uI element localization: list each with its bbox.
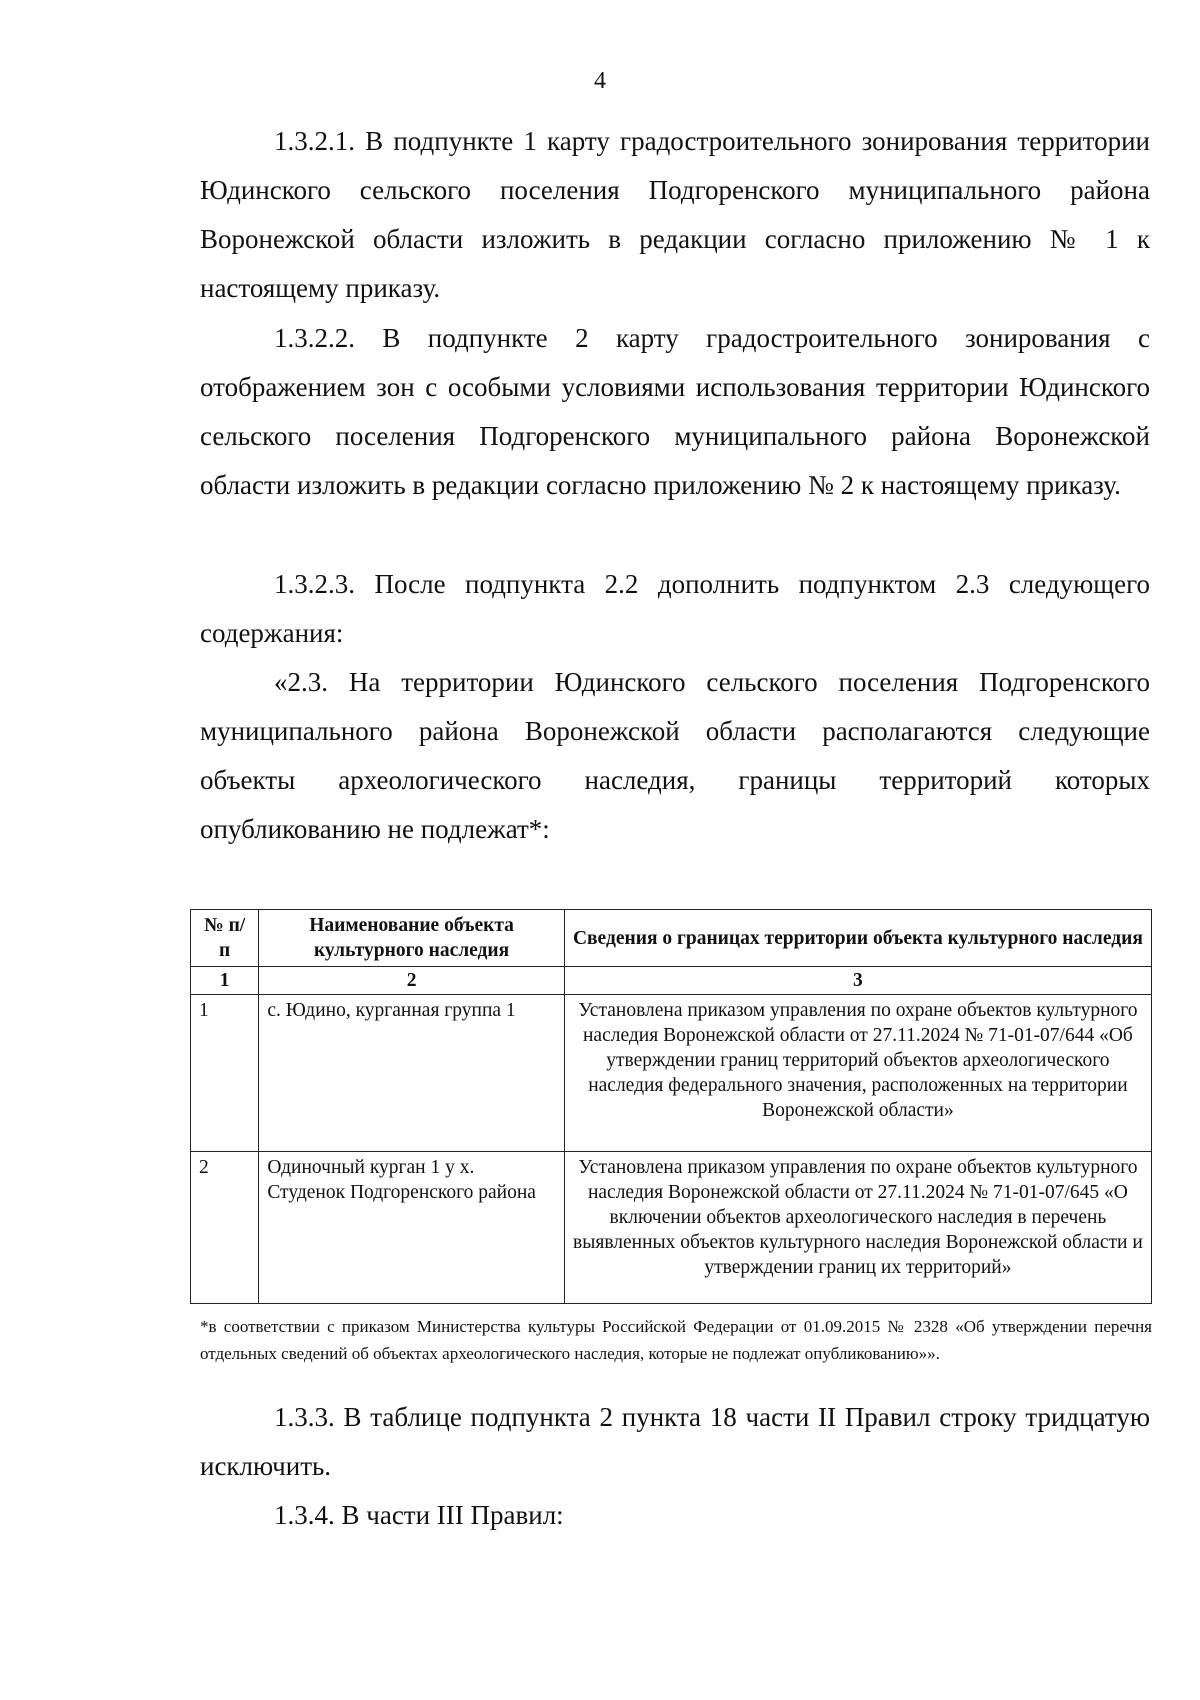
column-number-2: 2 (259, 967, 565, 995)
heritage-objects-table (190, 909, 1152, 1304)
object-name: с. Юдино, курганная группа 1 (259, 995, 565, 1152)
header-boundary-info: Сведения о границах территории объекта культурного наследия (564, 910, 1151, 967)
paragraph-1-3-3: 1.3.3. В таблице подпункта 2 пункта 18 части II Правил строку тридцатую исключить. (200, 1402, 1150, 1481)
header-number: № п/п (191, 910, 259, 967)
page-number: 4 (594, 68, 606, 94)
object-name: Одиночный курган 1 у х. Студенок Подгоренского района (259, 1152, 565, 1304)
paragraph-1-3-2-1: 1.3.2.1. В подпункте 1 карту градостроительного зонирования территории Юдинского сельского поселения Подгоренского муниципального района Воронежской области изложить в редакции согласно приложению № 1 к настоящему приказу. (200, 126, 1150, 303)
table-header-row (191, 910, 1152, 967)
boundary-info: Установлена приказом управления по охране объектов культурного наследия Воронежской области от 27.11.2024 № 71-01-07/644 «Об утверждении границ территорий объектов археологического наследия федерального значения, расположенных на территории Воронежской области» (564, 995, 1151, 1152)
column-number-1: 1 (191, 967, 259, 995)
header-object-name: Наименование объекта культурного наследия (259, 910, 565, 967)
column-number-row (191, 967, 1152, 995)
table-footnote: *в соответствии с приказом Министерства культуры Российской Федерации от 01.09.2015 № 2328 «Об утверждении перечня отдельных сведений об объектах археологического наследия, которые не подлежат опубликованию»». (200, 1317, 1152, 1363)
paragraph-1-3-2-3: 1.3.2.3. После подпункта 2.2 дополнить подпунктом 2.3 следующего содержания: (200, 569, 1150, 648)
row-number: 1 (191, 995, 259, 1152)
paragraph-1-3-4: 1.3.4. В части III Правил: (274, 1500, 564, 1530)
boundary-info: Установлена приказом управления по охране объектов культурного наследия Воронежской области от 27.11.2024 № 71-01-07/645 «О включении объектов археологического наследия в перечень выявленных объектов культурного наследия Воронежской области и утверждении границ их территорий» (564, 1152, 1151, 1304)
column-number-3: 3 (564, 967, 1151, 995)
table-row (191, 995, 1152, 1152)
row-number: 2 (191, 1152, 259, 1304)
paragraph-2-3-quote: «2.3. На территории Юдинского сельского поселения Подгоренского муниципального района Воронежской области располагаются следующие объекты археологического наследия, границы территорий которых опубликованию не подлежат*: (200, 667, 1150, 844)
table-row (191, 1152, 1152, 1304)
paragraph-1-3-2-2: 1.3.2.2. В подпункте 2 карту градостроительного зонирования с отображением зон с особыми условиями использования территории Юдинского сельского поселения Подгоренского муниципального района Воронежской области изложить в редакции согласно приложению № 2 к настоящему приказу. (200, 323, 1150, 500)
